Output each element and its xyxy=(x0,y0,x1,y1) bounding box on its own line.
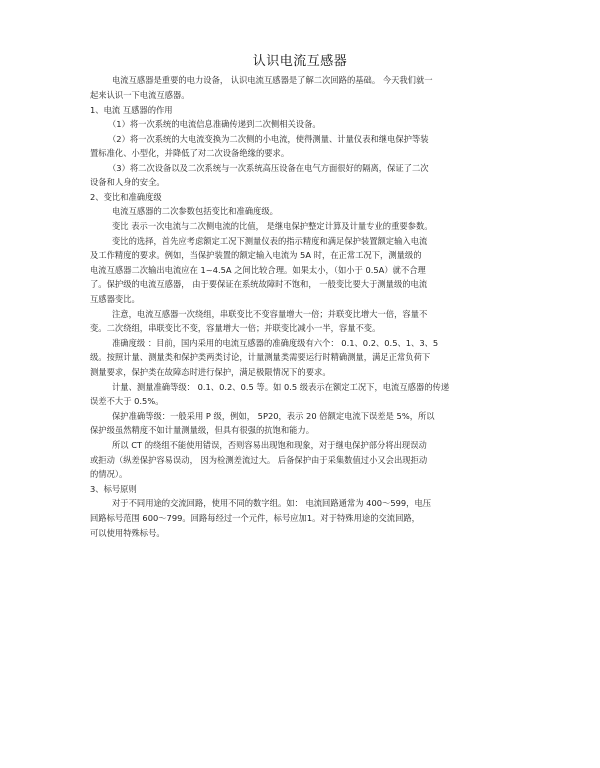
paragraph-line: 变比 表示一次电流与二次侧电流的比值， 是继电保护整定计算及计量专业的重要参数。 xyxy=(112,221,433,231)
section-heading: 3、标号原则 xyxy=(90,484,137,494)
paragraph-line: 回路标号范围 600～799。回路每经过一个元件，标号应加1。对于特殊用途的交流回路， xyxy=(90,513,420,523)
paragraph-line: 保护准确等级：一般采用 P 级，例如， 5P20，表示 20 倍额定电流下误差是 5%，所以 xyxy=(112,411,435,421)
paragraph-line: 置标准化、小型化，并降低了对二次设备绝缘的要求。 xyxy=(90,148,290,158)
paragraph-line: 测量要求，保护类在故障态时进行保护，满足极限情况下的要求。 xyxy=(90,367,331,377)
paragraph-line: 变。二次绕组，串联变比不变，容量增大一倍；并联变比减小一半，容量不变。 xyxy=(90,323,381,333)
section-heading: 2、变比和准确度级 xyxy=(90,192,162,202)
paragraph-line: （1）将一次系统的电流信息准确传递到二次侧相关设备。 xyxy=(108,119,321,129)
paragraph-line: 准确度级 ：目前，国内采用的电流互感器的准确度级有六个： 0.1、0.2、0.5、1、3、5 xyxy=(112,338,439,348)
paragraph-line: 电流互感器的二次参数包括变比和准确度级。 xyxy=(112,206,278,216)
paragraph-line: 或拒动（纵差保护容易误动， 因为检测差流过大。 后备保护由于采集数值过小又会出现拒动 xyxy=(90,455,428,465)
paragraph-line: 起来认识一下电流互感器。 xyxy=(90,90,190,100)
paragraph-line: 对于不同用途的交流回路，使用不同的数字组。如： 电流回路通常为 400～599，电压 xyxy=(112,498,432,508)
paragraph-line: 所以 CT 的绕组不能使用错误，否则容易出现饱和现象，对于继电保护部分将出现误动 xyxy=(112,440,427,450)
section-heading: 1、电流 互感器的作用 xyxy=(90,105,173,115)
paragraph-line: 变比的选择，首先应考虑额定工况下测量仪表的指示精度和满足保护装置额定输入电流 xyxy=(112,236,428,246)
paragraph-line: 的情况）。 xyxy=(90,469,128,479)
paragraph-line: 设备和人身的安全。 xyxy=(90,177,165,187)
paragraph-line: 计量、测量准确等级： 0.1、0.2、0.5 等。如 0.5 级表示在额定工况下，电流互感器的传递 xyxy=(112,382,450,392)
paragraph-line: 互感器变比。 xyxy=(90,294,140,304)
paragraph-line: 电流互感器是重要的电力设备， 认识电流互感器是了解二次回路的基础。 今天我们就一 xyxy=(112,75,433,85)
paragraph-line: （3）将二次设备以及二次系统与一次系统高压设备在电气方面很好的隔离，保证了二次 xyxy=(108,163,429,173)
paragraph-line: （2）将一次系统的大电流变换为二次侧的小电流，使得测量、计量仪表和继电保护等装 xyxy=(108,134,429,144)
paragraph-line: 了。保护级的电流互感器， 由于要保证在系统故障时不饱和， 一般变比要大于测量级的电流 xyxy=(90,279,428,289)
paragraph-line: 注意，电流互感器一次绕组，串联变比不变容量增大一倍；并联变比增大一倍，容量不 xyxy=(112,309,428,319)
paragraph-line: 电流互感器二次输出电流应在 1~4.5A 之间比较合理。如果太小，（如小于 0.5A）就不合理 xyxy=(90,265,426,275)
paragraph-line: 级。按照计量、测量类和保护类两类讨论，计量测量类需要运行时精确测量，满足正常负荷下 xyxy=(90,352,431,362)
paragraph-line: 误差不大于 0.5%。 xyxy=(90,396,164,406)
paragraph-line: 保护级虽然精度不如计量测量级，但具有很强的抗饱和能力。 xyxy=(90,425,315,435)
paragraph-line: 及工作精度的要求。例如，当保护装置的额定输入电流为 5A 时，在正常工况下，测量级的 xyxy=(90,250,422,260)
document-title: 认识电流互感器 xyxy=(252,54,348,69)
paragraph-line: 可以使用特殊标号。 xyxy=(90,528,165,538)
